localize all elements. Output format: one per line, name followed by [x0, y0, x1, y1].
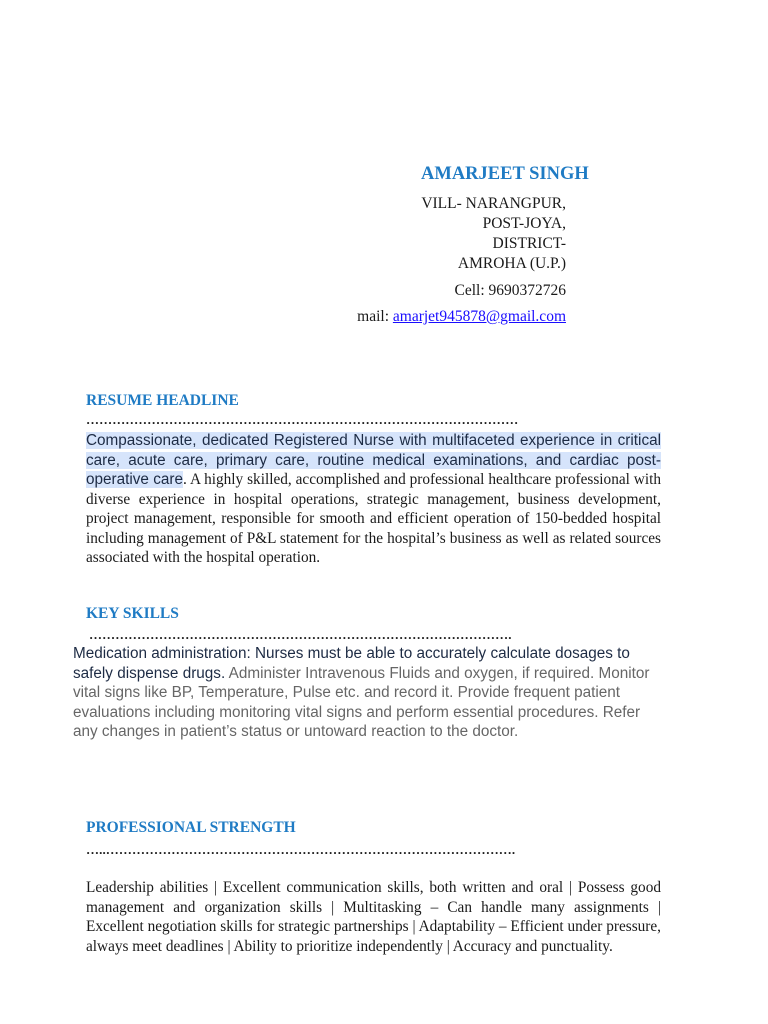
- cell-number: [454, 281, 566, 301]
- professional-strength-paragraph: Leadership abilities | Excellent communication skills, both written and oral | Possess good management and organization skills | Multitasking – Can handle many assignments | Excellent negotiation skills for strategic partnerships | Adaptability – Efficient under pressure, always meet deadlines | Ability to prioritize independently | Accuracy and punctuality.: [86, 879, 661, 955]
- section-heading-professional-strength: PROFESSIONAL STRENGTH: [86, 819, 296, 836]
- dotted-separator: ………………………………………………………………………………………: [86, 412, 519, 427]
- email-link[interactable]: amarjet945878@gmail.com: [392, 308, 566, 325]
- section-heading-key-skills: KEY SKILLS: [86, 605, 179, 622]
- dotted-separator: …………………………………………………………………………………….: [89, 627, 512, 642]
- cell-value: 9690372726: [488, 282, 566, 299]
- candidate-name: AMARJEET SINGH: [421, 164, 589, 184]
- dotted-separator: …..………………………………………………………………………………….: [86, 842, 516, 857]
- address-line-village: VILL- NARANGPUR,: [421, 195, 566, 212]
- key-skills-lead: Medication administration: Nurses must be able to accurately calculate dosages to safely dispense drugs.: [73, 645, 630, 682]
- email-line: [357, 307, 566, 327]
- address-line-city: AMROHA (U.P.): [457, 255, 566, 272]
- key-skills-body: Administer Intravenous Fluids and oxygen, if required. Monitor vital signs like BP, Temperature, Pulse etc. and record it. Provide frequent patient evaluations including monitoring vital signs and perform essential procedures. Refer any changes in patient’s status or untoward reaction to the doctor.: [73, 664, 650, 740]
- address-line-district: DISTRICT-: [492, 235, 566, 252]
- address-block: [421, 194, 566, 274]
- summary-body: . A highly skilled, accomplished and professional healthcare professional with diverse experience in hospital operations, strategic management, business development, project management, responsible for smooth and efficient operation of 150-bedded hospital including management of P&L statement for the hospital’s business as well as related sources associated with the hospital operation.: [86, 471, 661, 566]
- resume-headline-paragraph: [86, 431, 661, 568]
- key-skills-paragraph: [73, 644, 669, 742]
- section-heading-resume-headline: RESUME HEADLINE: [86, 392, 239, 409]
- highlighted-summary: Compassionate, dedicated Registered Nurse with multifaceted experience in critical care, acute care, primary care, routine medical examinations, and cardiac post-operative care: [86, 432, 661, 488]
- address-line-post: POST-JOYA,: [482, 215, 566, 232]
- mail-label: mail:: [357, 308, 393, 325]
- cell-label: Cell:: [454, 282, 489, 299]
